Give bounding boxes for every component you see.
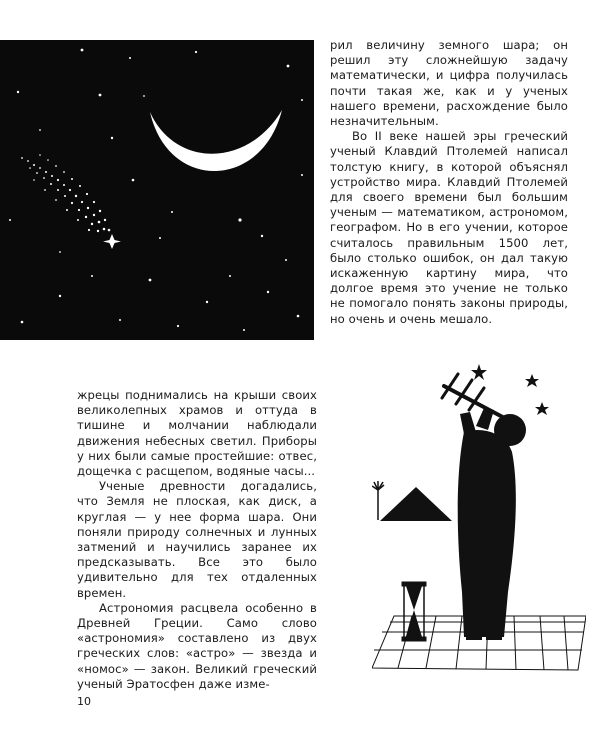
astronomer-illustration	[372, 362, 586, 680]
paragraph-ancient-greece: Астрономия расцвела особенно в Древней Греции. Само слово «астрономия» составлено из двух греческих слов: «астро» — звезда и «номос» — закон. Великий греческий ученый Эратосфен даже изме-	[77, 600, 317, 691]
top-right-text-column	[330, 38, 568, 327]
paragraph-priests: жрецы поднимались на крыши своих великолепных храмов и оттуда в тишине и молчании наблюдали движения небесных светил. Приборы у них были самые простейшие: отвес, дощечка с расщепом, водяные часы...	[77, 388, 317, 479]
cross-staff-instrument	[442, 374, 512, 422]
paragraph-ptolemy: Во II веке нашей эры греческий ученый Клавдий Птолемей написал толстую книгу, в которой объяснял устройство мира. Клавдий Птолемей для своего времени был большим ученым — математиком, астрономом, географом. Но в его учении, которое считалось правильным 1500 лет, было столько ошибок, он дал такую искаженную картину мира, что долгое время это учение не только не помогало понять законы природы, но очень и очень мешало.	[330, 129, 568, 326]
pyramid	[380, 487, 452, 521]
page-number: 10	[77, 695, 91, 708]
paragraph-eratosthenes-end: рил величину земного шара; он решил эту сложнейшую задачу математически, и цифра получилась почти такая же, как и у ученых нашего времени, расхождение было незначительным.	[330, 38, 568, 129]
astronomer-figure	[458, 408, 526, 640]
night-sky-picture	[0, 40, 314, 340]
astronomer-picture	[372, 362, 586, 680]
palm-tree	[372, 481, 384, 520]
night-sky-background	[0, 40, 314, 340]
paragraph-round-earth: Ученые древности догадались, что Земля не плоская, как диск, а круглая — у нее форма шара. Они поняли природу солнечных и лунных затмений и научились заранее их предсказывать. Все это было удивительно для тех отдаленных времен.	[77, 479, 317, 600]
night-sky-illustration	[0, 40, 314, 340]
bottom-left-text-column	[77, 388, 317, 692]
